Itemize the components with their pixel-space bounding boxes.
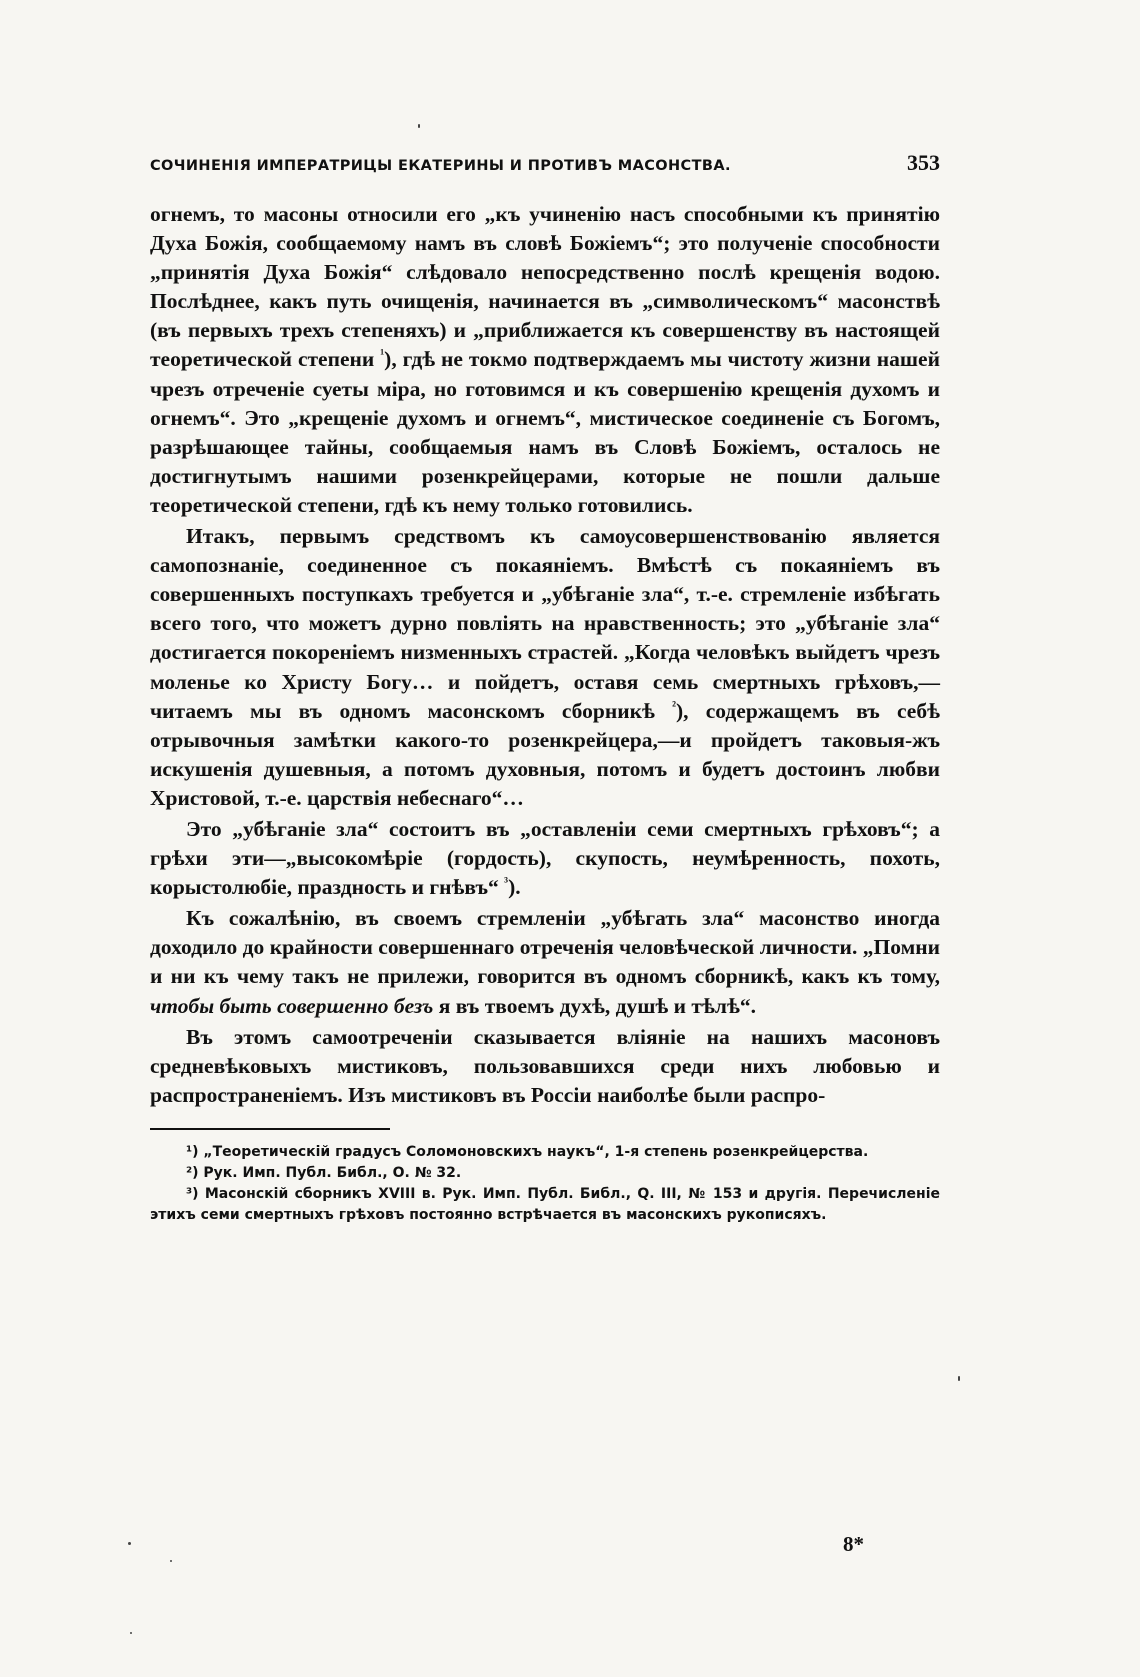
body-text (150, 200, 940, 1110)
scan-speck (130, 1632, 132, 1634)
footnote-ref-3: ³ (504, 874, 509, 889)
paragraph-2: Итакъ, первымъ средствомъ къ самоусовершенствованію является самопознаніе, соединенное съ покаяніемъ. Вмѣстѣ съ покаяніемъ въ совершенныхъ поступкахъ требуется и „убѣганіе зла“, т.-е. стремленіе избѣгать всего того, что можетъ дурно повліять на нравственность; это „убѣганіе зла“ достигается покореніемъ низменныхъ страстей. „Когда человѣкъ выйдетъ чрезъ моленье ко Христу Богу… и пойдетъ, оставя семь смертныхъ грѣховъ,—читаемъ мы въ одномъ масонскомъ сборникѣ $^{^2}$), содержащемъ въ себѣ отрывочныя замѣтки какого-то розенкрейцера,—и пройдетъ таковыя-жъ искушенія душевныя, а потомъ духовныя, потомъ и будетъ достоинъ любви Христовой, т.-е. царствія небеснаго“… (150, 524, 940, 810)
page-header (150, 150, 940, 176)
running-head: СОЧИНЕНІЯ ИМПЕРАТРИЦЫ ЕКАТЕРИНЫ И ПРОТИВЪ МАСОНСТВА. (150, 158, 731, 174)
footnote-1: ¹) „Теоретическій градусъ Соломоновскихъ наукъ“, 1-я степень розенкрейцерства. (186, 1143, 869, 1160)
paragraph-4: Къ сожалѣнію, въ своемъ стремленіи „убѣгать зла“ масонство иногда доходило до крайности совершеннаго отреченія человѣческой личности. „Помни и ни къ чему такъ не прилежи, говорится въ одномъ сборникѣ, какъ къ тому, чтобы быть совершенно безъ я въ твоемъ духѣ, душѣ и тѣлѣ“. (150, 906, 940, 1018)
paragraph-3: Это „убѣганіе зла“ состоитъ въ „оставленіи семи смертныхъ грѣховъ“; а грѣхи эти—„высокомѣріе (гордость), скупость, неумѣренность, похоть, корыстолюбіе, праздность и гнѣвъ“ $^{^3}$). (150, 816, 940, 900)
page-number: 353 (907, 150, 940, 175)
footnote-3: ³) Масонскій сборникъ XVIII в. Рук. Имп. Публ. Библ., Q. III, № 153 и другія. Перечисленіе этихъ семи смертныхъ грѣховъ постоянно встрѣчается въ масонскихъ рукописяхъ. (150, 1185, 940, 1223)
scan-speck (418, 124, 420, 128)
footnote-2: ²) Рук. Имп. Публ. Библ., О. № 32. (186, 1164, 462, 1181)
book-page (150, 150, 940, 1226)
scan-speck (958, 1376, 960, 1381)
scan-speck (170, 1560, 172, 1562)
scan-speck (128, 1542, 131, 1545)
signature-mark: 8* (843, 1532, 864, 1556)
footnote-divider (150, 1128, 390, 1130)
footnote-ref-1: ¹ (380, 346, 385, 362)
footnotes (150, 1142, 940, 1226)
paragraph-5: Въ этомъ самоотреченіи сказывается вліяніе на нашихъ масоновъ средневѣковыхъ мистиковъ, пользовавшихся среди нихъ любовью и распространеніемъ. Изъ мистиковъ въ Россіи наиболѣе были распро- (150, 1024, 940, 1107)
italic-phrase: чтобы быть совершенно безъ (150, 993, 434, 1018)
footnote-ref-2: ² (672, 697, 676, 713)
paragraph-1: огнемъ, то масоны относили его „къ учиненію насъ способными къ принятію Духа Божія, сообщаемому намъ въ словѣ Божіемъ“; это полученіе способности „принятія Духа Божія“ слѣдовало непосредственно послѣ крещенія водою. Послѣднее, какъ путь очищенія, начинается въ „символическомъ“ масонствѣ (въ первыхъ трехъ степеняхъ) и „приближается къ совершенству въ настоящей теоретической степени $^{^1}$), гдѣ не токмо подтверждаемъ мы чистоту жизни нашей чрезъ отреченіе суеты міра, но готовимся и къ совершенію крещенія духомъ и огнемъ“. Это „крещеніе духомъ и огнемъ“, мистическое соединеніе съ Богомъ, разрѣшающее тайны, сообщаемыя намъ въ Словѣ Божіемъ, осталось не достигнутымъ нашими розенкрейцерами, которые не пошли дальше теоретической степени, гдѣ къ нему только готовились. (150, 202, 940, 517)
